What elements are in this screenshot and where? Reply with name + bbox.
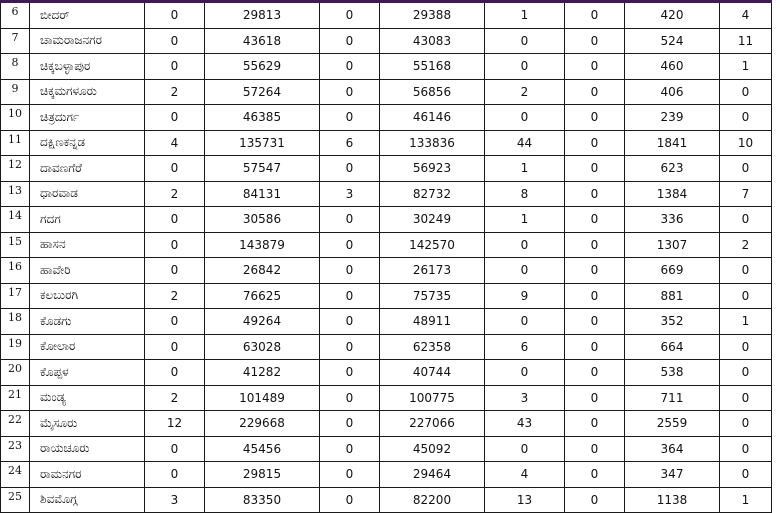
- sl-cell: 17: [1, 283, 30, 309]
- value-cell: 0: [565, 436, 625, 462]
- value-cell: 4: [720, 3, 772, 29]
- table-row: [1, 436, 772, 462]
- district-cell: ಮಂಡ್ಯ: [30, 385, 145, 411]
- value-cell: 0: [565, 54, 625, 80]
- value-cell: 40744: [380, 360, 485, 386]
- value-cell: 84131: [205, 181, 320, 207]
- value-cell: 0: [565, 309, 625, 335]
- value-cell: 11: [720, 28, 772, 54]
- value-cell: 460: [625, 54, 720, 80]
- value-cell: 41282: [205, 360, 320, 386]
- table-row: [1, 130, 772, 156]
- value-cell: 56923: [380, 156, 485, 182]
- value-cell: 0: [320, 54, 380, 80]
- value-cell: 29388: [380, 3, 485, 29]
- value-cell: 0: [320, 232, 380, 258]
- value-cell: 0: [720, 462, 772, 488]
- value-cell: 0: [565, 258, 625, 284]
- district-cell: ಗದಗ: [30, 207, 145, 233]
- value-cell: 8: [485, 181, 565, 207]
- table-row: [1, 334, 772, 360]
- value-cell: 0: [720, 436, 772, 462]
- value-cell: 45092: [380, 436, 485, 462]
- value-cell: 0: [565, 334, 625, 360]
- value-cell: 1: [485, 3, 565, 29]
- table-row: [1, 79, 772, 105]
- value-cell: 3: [320, 181, 380, 207]
- sl-cell: 14: [1, 207, 30, 233]
- value-cell: 135731: [205, 130, 320, 156]
- sl-cell: 24: [1, 462, 30, 488]
- value-cell: 0: [565, 3, 625, 29]
- table-row: [1, 156, 772, 182]
- value-cell: 0: [565, 156, 625, 182]
- value-cell: 239: [625, 105, 720, 131]
- sl-cell: 15: [1, 232, 30, 258]
- table-row: [1, 105, 772, 131]
- table-row: [1, 3, 772, 29]
- value-cell: 26842: [205, 258, 320, 284]
- value-cell: 12: [145, 411, 205, 437]
- value-cell: 0: [145, 334, 205, 360]
- value-cell: 0: [720, 79, 772, 105]
- value-cell: 0: [565, 385, 625, 411]
- value-cell: 0: [320, 156, 380, 182]
- value-cell: 0: [565, 487, 625, 513]
- value-cell: 4: [145, 130, 205, 156]
- district-cell: ಧಾರವಾಡ: [30, 181, 145, 207]
- value-cell: 0: [320, 283, 380, 309]
- value-cell: 0: [145, 3, 205, 29]
- value-cell: 0: [320, 105, 380, 131]
- district-cell: ಕೊಡಗು: [30, 309, 145, 335]
- value-cell: 711: [625, 385, 720, 411]
- table-row: [1, 309, 772, 335]
- value-cell: 2559: [625, 411, 720, 437]
- district-cell: ಹಾವೇರಿ: [30, 258, 145, 284]
- district-cell: ಕೊಪ್ಪಳ: [30, 360, 145, 386]
- table-row: [1, 54, 772, 80]
- value-cell: 623: [625, 156, 720, 182]
- value-cell: 538: [625, 360, 720, 386]
- value-cell: 2: [145, 283, 205, 309]
- value-cell: 83350: [205, 487, 320, 513]
- value-cell: 101489: [205, 385, 320, 411]
- value-cell: 1841: [625, 130, 720, 156]
- sl-cell: 9: [1, 79, 30, 105]
- value-cell: 0: [565, 207, 625, 233]
- value-cell: 57264: [205, 79, 320, 105]
- value-cell: 364: [625, 436, 720, 462]
- value-cell: 664: [625, 334, 720, 360]
- value-cell: 0: [565, 181, 625, 207]
- value-cell: 0: [145, 28, 205, 54]
- sl-cell: 23: [1, 436, 30, 462]
- table-row: [1, 28, 772, 54]
- value-cell: 9: [485, 283, 565, 309]
- value-cell: 0: [720, 207, 772, 233]
- district-cell: ರಾಮನಗರ: [30, 462, 145, 488]
- value-cell: 100775: [380, 385, 485, 411]
- value-cell: 0: [320, 436, 380, 462]
- value-cell: 0: [320, 28, 380, 54]
- value-cell: 0: [320, 258, 380, 284]
- value-cell: 0: [320, 3, 380, 29]
- value-cell: 76625: [205, 283, 320, 309]
- table-row: [1, 487, 772, 513]
- value-cell: 0: [320, 334, 380, 360]
- value-cell: 82200: [380, 487, 485, 513]
- value-cell: 7: [720, 181, 772, 207]
- value-cell: 881: [625, 283, 720, 309]
- value-cell: 1: [485, 156, 565, 182]
- sl-cell: 13: [1, 181, 30, 207]
- value-cell: 30586: [205, 207, 320, 233]
- table-row: [1, 283, 772, 309]
- value-cell: 0: [485, 105, 565, 131]
- value-cell: 0: [485, 258, 565, 284]
- district-cell: ಚಿಕ್ಕಬಳ್ಳಾಪುರ: [30, 54, 145, 80]
- value-cell: 46385: [205, 105, 320, 131]
- value-cell: 0: [565, 232, 625, 258]
- value-cell: 2: [485, 79, 565, 105]
- value-cell: 43: [485, 411, 565, 437]
- district-cell: ಹಾಸನ: [30, 232, 145, 258]
- sl-cell: 25: [1, 487, 30, 513]
- value-cell: 0: [485, 54, 565, 80]
- value-cell: 26173: [380, 258, 485, 284]
- value-cell: 1307: [625, 232, 720, 258]
- district-cell: ದಾವಣಗೆರೆ: [30, 156, 145, 182]
- district-cell: ಬೀದರ್: [30, 3, 145, 29]
- value-cell: 1: [720, 54, 772, 80]
- value-cell: 0: [565, 360, 625, 386]
- value-cell: 0: [320, 309, 380, 335]
- value-cell: 352: [625, 309, 720, 335]
- value-cell: 43083: [380, 28, 485, 54]
- value-cell: 0: [145, 105, 205, 131]
- value-cell: 406: [625, 79, 720, 105]
- value-cell: 75735: [380, 283, 485, 309]
- value-cell: 2: [145, 181, 205, 207]
- table-row: [1, 207, 772, 233]
- value-cell: 2: [145, 79, 205, 105]
- table-body: [1, 0, 772, 513]
- value-cell: 6: [320, 130, 380, 156]
- district-cell: ಚಿಕ್ಕಮಗಳೂರು: [30, 79, 145, 105]
- sl-cell: 11: [1, 130, 30, 156]
- value-cell: 0: [565, 105, 625, 131]
- value-cell: 44: [485, 130, 565, 156]
- value-cell: 0: [320, 487, 380, 513]
- value-cell: 0: [720, 105, 772, 131]
- district-cell: ಕೋಲಾರ: [30, 334, 145, 360]
- sl-cell: 7: [1, 28, 30, 54]
- table-row: [1, 462, 772, 488]
- value-cell: 56856: [380, 79, 485, 105]
- value-cell: 1138: [625, 487, 720, 513]
- value-cell: 2: [145, 385, 205, 411]
- value-cell: 0: [720, 385, 772, 411]
- value-cell: 1: [720, 487, 772, 513]
- district-cell: ಶಿವಮೊಗ್ಗ: [30, 487, 145, 513]
- value-cell: 0: [145, 462, 205, 488]
- table-row: [1, 411, 772, 437]
- value-cell: 0: [320, 462, 380, 488]
- value-cell: 0: [565, 28, 625, 54]
- value-cell: 420: [625, 3, 720, 29]
- sl-cell: 8: [1, 54, 30, 80]
- value-cell: 0: [485, 232, 565, 258]
- value-cell: 6: [485, 334, 565, 360]
- value-cell: 0: [485, 28, 565, 54]
- district-cell: ರಾಯಚೂರು: [30, 436, 145, 462]
- sl-cell: 18: [1, 309, 30, 335]
- value-cell: 0: [565, 411, 625, 437]
- sl-cell: 16: [1, 258, 30, 284]
- value-cell: 143879: [205, 232, 320, 258]
- value-cell: 0: [320, 385, 380, 411]
- value-cell: 347: [625, 462, 720, 488]
- value-cell: 0: [720, 283, 772, 309]
- value-cell: 49264: [205, 309, 320, 335]
- value-cell: 3: [145, 487, 205, 513]
- sl-cell: 10: [1, 105, 30, 131]
- value-cell: 0: [720, 156, 772, 182]
- sl-cell: 20: [1, 360, 30, 386]
- value-cell: 63028: [205, 334, 320, 360]
- value-cell: 0: [145, 207, 205, 233]
- value-cell: 0: [565, 130, 625, 156]
- value-cell: 524: [625, 28, 720, 54]
- value-cell: 669: [625, 258, 720, 284]
- value-cell: 1: [720, 309, 772, 335]
- value-cell: 0: [565, 462, 625, 488]
- value-cell: 0: [145, 232, 205, 258]
- value-cell: 13: [485, 487, 565, 513]
- sl-cell: 6: [1, 3, 30, 29]
- value-cell: 0: [485, 436, 565, 462]
- district-cell: ಚಿತ್ರದುರ್ಗ: [30, 105, 145, 131]
- value-cell: 0: [145, 156, 205, 182]
- value-cell: 142570: [380, 232, 485, 258]
- value-cell: 2: [720, 232, 772, 258]
- value-cell: 336: [625, 207, 720, 233]
- value-cell: 62358: [380, 334, 485, 360]
- value-cell: 0: [720, 258, 772, 284]
- value-cell: 43618: [205, 28, 320, 54]
- value-cell: 48911: [380, 309, 485, 335]
- sl-cell: 22: [1, 411, 30, 437]
- value-cell: 30249: [380, 207, 485, 233]
- value-cell: 0: [320, 360, 380, 386]
- value-cell: 0: [145, 258, 205, 284]
- district-cell: ದಕ್ಷಿಣಕನ್ನಡ: [30, 130, 145, 156]
- value-cell: 29815: [205, 462, 320, 488]
- value-cell: 10: [720, 130, 772, 156]
- value-cell: 133836: [380, 130, 485, 156]
- table-row: [1, 181, 772, 207]
- table-row: [1, 232, 772, 258]
- value-cell: 55168: [380, 54, 485, 80]
- table-row: [1, 360, 772, 386]
- value-cell: 0: [320, 207, 380, 233]
- value-cell: 0: [485, 360, 565, 386]
- value-cell: 0: [320, 79, 380, 105]
- value-cell: 0: [145, 360, 205, 386]
- district-cell: ಮೈಸೂರು: [30, 411, 145, 437]
- value-cell: 57547: [205, 156, 320, 182]
- value-cell: 46146: [380, 105, 485, 131]
- value-cell: 0: [565, 283, 625, 309]
- value-cell: 3: [485, 385, 565, 411]
- sl-cell: 12: [1, 156, 30, 182]
- value-cell: 29464: [380, 462, 485, 488]
- value-cell: 0: [485, 309, 565, 335]
- district-cell: ಕಲಬುರಗಿ: [30, 283, 145, 309]
- value-cell: 229668: [205, 411, 320, 437]
- sl-cell: 19: [1, 334, 30, 360]
- value-cell: 55629: [205, 54, 320, 80]
- value-cell: 0: [145, 436, 205, 462]
- value-cell: 1: [485, 207, 565, 233]
- value-cell: 1384: [625, 181, 720, 207]
- value-cell: 0: [720, 411, 772, 437]
- value-cell: 0: [720, 334, 772, 360]
- value-cell: 0: [720, 360, 772, 386]
- value-cell: 4: [485, 462, 565, 488]
- value-cell: 82732: [380, 181, 485, 207]
- table-row: [1, 258, 772, 284]
- value-cell: 0: [145, 309, 205, 335]
- value-cell: 0: [320, 411, 380, 437]
- value-cell: 227066: [380, 411, 485, 437]
- value-cell: 29813: [205, 3, 320, 29]
- table-row: [1, 385, 772, 411]
- district-cell: ಚಾಮರಾಜನಗರ: [30, 28, 145, 54]
- value-cell: 0: [145, 54, 205, 80]
- sl-cell: 21: [1, 385, 30, 411]
- value-cell: 0: [565, 79, 625, 105]
- value-cell: 45456: [205, 436, 320, 462]
